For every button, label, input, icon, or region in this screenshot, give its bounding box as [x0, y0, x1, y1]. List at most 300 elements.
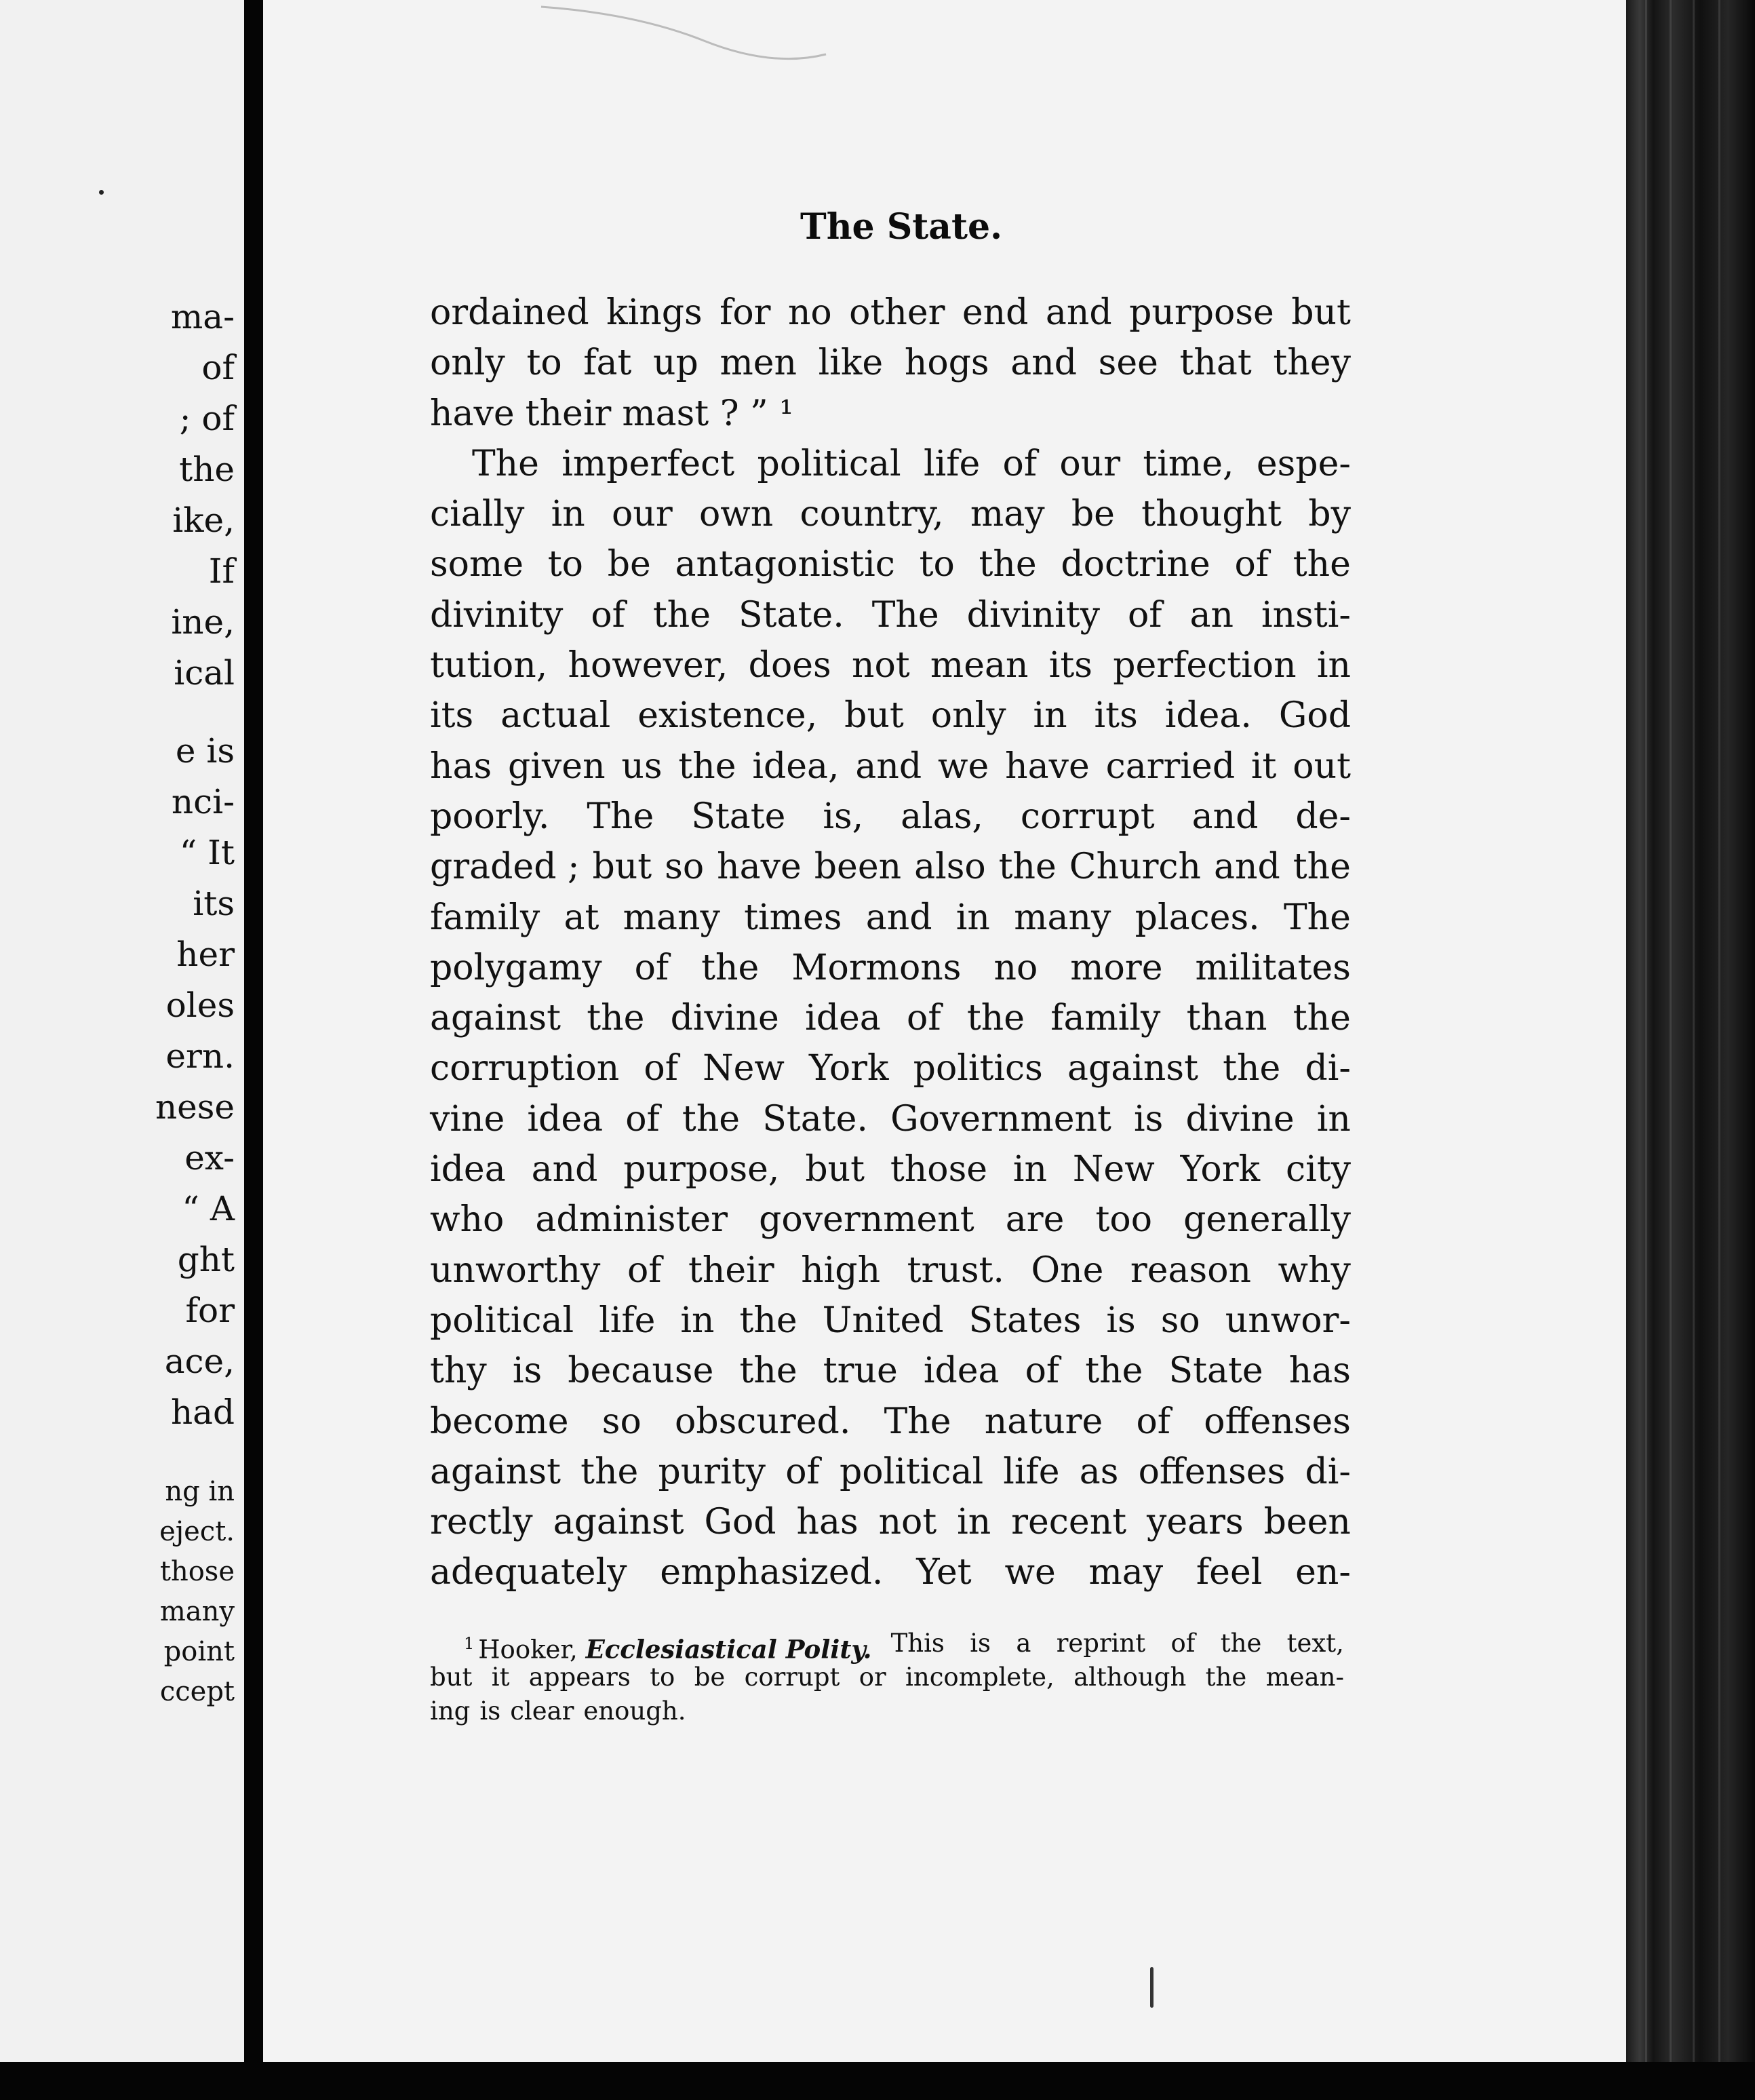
text-line	[430, 1547, 1351, 1597]
word: idea,	[752, 745, 840, 787]
word: mean	[930, 645, 1029, 686]
word: against	[430, 1451, 561, 1492]
text-line	[430, 590, 1351, 640]
word: of	[785, 1451, 820, 1492]
word: offenses	[1138, 1451, 1286, 1492]
word: in	[680, 1300, 715, 1341]
left-page-note-fragment: point	[163, 1636, 235, 1667]
left-page-fragment: ine,	[171, 602, 235, 642]
word: is	[1134, 1098, 1164, 1140]
text-line	[430, 1043, 1351, 1093]
footnote-line	[430, 1660, 1344, 1694]
word: no	[993, 947, 1038, 988]
word: alas,	[901, 796, 983, 837]
left-page-fragment: ern.	[165, 1036, 235, 1076]
text-line	[430, 943, 1351, 993]
left-facing-page	[0, 0, 244, 2100]
left-page-fragment: ical	[174, 653, 235, 693]
word: God	[704, 1502, 776, 1543]
word: divinity	[430, 594, 564, 636]
text-line	[430, 1094, 1351, 1144]
footnote-line	[430, 1627, 1344, 1665]
word: corruption	[430, 1048, 620, 1089]
text-line	[430, 288, 1351, 338]
word: no	[787, 292, 832, 333]
word: of	[1025, 1350, 1060, 1392]
word: so	[602, 1401, 642, 1442]
footnote-word: but	[430, 1662, 473, 1692]
page-header	[800, 200, 1621, 254]
word: mast ? ” ¹	[622, 393, 794, 434]
word: idea.	[1164, 695, 1252, 737]
footnote-word: clear	[510, 1696, 574, 1726]
left-page-fragment: ace,	[164, 1342, 235, 1381]
word: antagonistic	[675, 544, 895, 585]
word: reason	[1130, 1249, 1252, 1291]
word: tution,	[430, 645, 548, 686]
word: been	[814, 847, 902, 888]
word: have	[1005, 745, 1090, 787]
word: obscured.	[675, 1401, 851, 1442]
word: some	[430, 544, 524, 585]
left-page-fragment: her	[176, 935, 235, 974]
text-line	[430, 741, 1351, 792]
word: adequately	[430, 1552, 627, 1593]
word: nature	[984, 1401, 1103, 1442]
word: State.	[738, 594, 844, 636]
text-line	[430, 1296, 1351, 1346]
footnote-word: the	[1220, 1629, 1262, 1658]
left-page-fragment: of	[201, 348, 235, 387]
word: high	[801, 1249, 881, 1291]
word: purpose	[1129, 292, 1274, 333]
word: in	[955, 897, 990, 938]
word: has	[1288, 1350, 1351, 1392]
word: thy	[430, 1350, 487, 1392]
word: idea	[923, 1350, 1000, 1392]
word: di-	[1305, 1451, 1351, 1492]
word: purity	[658, 1451, 766, 1492]
footnote-word: the	[1205, 1662, 1247, 1692]
word: see	[1098, 343, 1158, 384]
text-line	[430, 1194, 1351, 1245]
word: does	[748, 645, 831, 686]
word: of	[1002, 443, 1038, 484]
left-page-note-fragment: ng in	[165, 1476, 235, 1507]
word: the	[739, 1300, 797, 1341]
word: de-	[1295, 796, 1351, 837]
word: rectly	[430, 1502, 533, 1543]
footnote-word: text,	[1286, 1629, 1344, 1658]
word: as	[1079, 1451, 1119, 1492]
word: administer	[535, 1199, 728, 1241]
left-page-fragment: for	[185, 1291, 235, 1330]
text-line	[430, 1397, 1351, 1447]
page-curl-line	[534, 0, 833, 61]
word: and	[1010, 343, 1078, 384]
word: government	[759, 1199, 974, 1241]
word: in	[1316, 645, 1351, 686]
book-page-edges	[1626, 0, 1755, 2100]
word: trust.	[907, 1249, 1004, 1291]
word: out	[1293, 745, 1351, 787]
word: against	[430, 998, 561, 1039]
word: years	[1146, 1502, 1244, 1543]
text-line	[430, 691, 1351, 741]
word: other	[849, 292, 945, 333]
word: our	[1059, 443, 1121, 484]
word: emphasized.	[660, 1552, 884, 1593]
word: city	[1285, 1149, 1351, 1190]
word: too	[1095, 1199, 1153, 1241]
word: The	[587, 796, 654, 837]
word: political	[430, 1300, 574, 1341]
word: of	[625, 1098, 660, 1140]
word: The	[871, 594, 939, 636]
word: vine	[430, 1098, 505, 1140]
word: for	[719, 292, 771, 333]
word: we	[938, 745, 989, 787]
word: divine	[1185, 1098, 1295, 1140]
left-page-fragment: had	[170, 1393, 235, 1432]
left-page-fragment: nci-	[171, 782, 235, 821]
left-page-fragment: If	[208, 551, 235, 591]
word: its	[1048, 645, 1092, 686]
footnote-word: it	[491, 1662, 510, 1692]
footnote-word: is	[479, 1696, 501, 1726]
word: of	[907, 998, 941, 1039]
word: however,	[568, 645, 728, 686]
text-line	[430, 389, 1351, 439]
word: the	[682, 1098, 741, 1140]
word: The	[472, 443, 539, 484]
word: doctrine	[1061, 544, 1210, 585]
word: State	[691, 796, 786, 837]
word: its	[1094, 695, 1138, 737]
word: imperfect	[561, 443, 735, 484]
word: espe-	[1256, 443, 1351, 484]
word: not	[851, 645, 910, 686]
word: of	[1136, 1401, 1171, 1442]
word: has	[430, 745, 492, 787]
word: Yet	[916, 1552, 972, 1593]
word: the	[587, 998, 645, 1039]
left-page-fragment: ma-	[170, 297, 235, 336]
word: militates	[1195, 947, 1351, 988]
left-page-fragment: ex-	[184, 1138, 235, 1178]
word: the	[701, 947, 760, 988]
word: its	[430, 695, 474, 737]
word: many	[1014, 897, 1111, 938]
footnote-word: although	[1073, 1662, 1187, 1692]
word: family	[1050, 998, 1161, 1039]
word: offenses	[1204, 1401, 1351, 1442]
word: life	[599, 1300, 656, 1341]
footnote-marker: 1	[464, 1634, 475, 1653]
word: against	[1067, 1048, 1198, 1089]
footnote-word: mean-	[1265, 1662, 1344, 1692]
ink-smudge	[1150, 1967, 1153, 2008]
word: idea	[430, 1149, 506, 1190]
word: end	[962, 292, 1029, 333]
word: those	[890, 1149, 988, 1190]
word: United	[822, 1300, 944, 1341]
text-line	[430, 338, 1351, 388]
word: and	[1191, 796, 1259, 837]
text-line	[430, 439, 1351, 489]
word: given	[508, 745, 606, 787]
word: only	[930, 695, 1006, 737]
left-page-speck	[99, 190, 104, 195]
word: in	[1316, 1098, 1351, 1140]
word: in	[1033, 695, 1067, 737]
left-page-note-fragment: eject.	[159, 1516, 235, 1547]
footnote-word: corrupt	[744, 1662, 840, 1692]
left-page-fragment: the	[179, 450, 235, 489]
word: and	[1214, 847, 1280, 888]
word: us	[621, 745, 663, 787]
word: to	[547, 544, 583, 585]
word: Mormons	[791, 947, 962, 988]
text-line	[430, 1245, 1351, 1296]
left-page-fragment: ike,	[172, 501, 235, 540]
word: been	[1263, 1502, 1351, 1543]
footnote-word: This	[890, 1629, 945, 1658]
word: politics	[913, 1048, 1043, 1089]
word: men	[719, 343, 797, 384]
left-page-fragment: “ A	[182, 1189, 235, 1228]
text-line	[430, 792, 1351, 842]
word: their	[525, 393, 612, 434]
word: our	[612, 494, 673, 535]
word: true	[823, 1350, 898, 1392]
word: idea	[805, 998, 881, 1039]
word: divine	[670, 998, 779, 1039]
word: en-	[1295, 1552, 1351, 1593]
word: the	[652, 594, 711, 636]
word: feel	[1196, 1552, 1263, 1593]
word: One	[1031, 1249, 1104, 1291]
word: political	[757, 443, 901, 484]
word: corrupt	[1020, 796, 1155, 837]
word: but	[1291, 292, 1351, 333]
word: recent	[1011, 1502, 1127, 1543]
word: not	[878, 1502, 937, 1543]
footnote-word: incomplete,	[905, 1662, 1054, 1692]
word: kings	[606, 292, 703, 333]
left-page-fragment: “ It	[179, 833, 235, 872]
footnote-word: appears	[528, 1662, 631, 1692]
word: times	[744, 897, 842, 938]
word: by	[1308, 494, 1351, 535]
word: has	[796, 1502, 859, 1543]
word: ordained	[430, 292, 589, 333]
word: polygamy	[430, 947, 602, 988]
word: but	[844, 695, 904, 737]
word: are	[1005, 1199, 1065, 1241]
word: hogs	[904, 343, 989, 384]
word: of	[634, 947, 669, 988]
word: New	[1072, 1149, 1155, 1190]
word: who	[430, 1199, 505, 1241]
word: have	[430, 393, 515, 434]
word: existence,	[637, 695, 818, 737]
footnote-author: Hooker,	[478, 1635, 578, 1665]
word: it	[1250, 745, 1277, 787]
footnotes	[430, 1627, 1344, 1728]
word: but	[592, 847, 652, 888]
word: so	[1160, 1300, 1200, 1341]
body-text	[430, 288, 1351, 1598]
text-line	[430, 1447, 1351, 1497]
word: the	[580, 1451, 639, 1492]
word: and	[855, 745, 922, 787]
word: generally	[1183, 1199, 1351, 1241]
text-line	[430, 1346, 1351, 1396]
word: but	[805, 1149, 865, 1190]
word: The	[884, 1401, 951, 1442]
left-page-fragment: its	[193, 884, 235, 923]
word: an	[1189, 594, 1234, 636]
left-page-footnote-fragments	[159, 1472, 235, 1712]
word: they	[1273, 343, 1351, 384]
text-line	[430, 993, 1351, 1043]
text-line	[430, 539, 1351, 589]
text-line	[430, 1144, 1351, 1194]
word: of	[1234, 544, 1269, 585]
left-page-note-fragment: ccept	[159, 1676, 235, 1707]
word: carried	[1105, 745, 1236, 787]
word: idea	[527, 1098, 604, 1140]
word: divinity	[966, 594, 1100, 636]
word: many	[623, 897, 720, 938]
word: of	[1127, 594, 1162, 636]
word: of	[591, 594, 625, 636]
word: the	[1085, 1350, 1143, 1392]
word: cially	[430, 494, 525, 535]
footnote-word: to	[650, 1662, 675, 1692]
word: Government	[890, 1098, 1111, 1140]
word: to	[526, 343, 562, 384]
word: only	[430, 343, 505, 384]
word: York	[809, 1048, 889, 1089]
word: and	[865, 897, 932, 938]
word: be	[1071, 494, 1115, 535]
word: The	[1283, 897, 1351, 938]
word: to	[919, 544, 955, 585]
word: than	[1186, 998, 1267, 1039]
footnote-word: be	[694, 1662, 726, 1692]
left-page-note-fragment: many	[159, 1596, 235, 1627]
word: so	[665, 847, 705, 888]
word: places.	[1135, 897, 1260, 938]
word: against	[553, 1502, 684, 1543]
word: the	[739, 1350, 797, 1392]
word: Church	[1069, 847, 1202, 888]
word: unwor-	[1225, 1300, 1351, 1341]
footnote-word: of	[1170, 1629, 1196, 1658]
word: the	[1293, 544, 1351, 585]
word: thought	[1141, 494, 1282, 535]
footnote-word: ing	[430, 1696, 471, 1726]
word: because	[568, 1350, 714, 1392]
word: own	[698, 494, 774, 535]
word: up	[653, 343, 698, 384]
word: in	[957, 1502, 991, 1543]
scan-bottom-border	[0, 2062, 1755, 2100]
word: the	[1293, 998, 1351, 1039]
word: State.	[762, 1098, 868, 1140]
word: may	[970, 494, 1045, 535]
word: that	[1179, 343, 1252, 384]
left-page-fragment: oles	[165, 986, 235, 1025]
word: is,	[823, 796, 864, 837]
footnote-line	[430, 1694, 1344, 1728]
word: poorly.	[430, 796, 550, 837]
main-page	[263, 0, 1626, 2100]
word: graded ;	[430, 847, 580, 888]
left-page-fragment: nese	[155, 1087, 235, 1127]
word: is	[1106, 1300, 1136, 1341]
word: also	[914, 847, 986, 888]
left-page-text-fragments	[155, 292, 235, 1438]
word: of	[644, 1048, 678, 1089]
word: country,	[800, 494, 944, 535]
running-title: The State.	[800, 206, 1003, 248]
word: the	[678, 745, 736, 787]
word: life	[1003, 1451, 1060, 1492]
word: perfection	[1113, 645, 1297, 686]
word: State	[1168, 1350, 1263, 1392]
word: at	[564, 897, 599, 938]
footnote-word: is	[970, 1629, 991, 1658]
word: fat	[583, 343, 632, 384]
word: actual	[500, 695, 611, 737]
word: have	[717, 847, 802, 888]
left-page-fragment: ght	[177, 1240, 235, 1279]
left-page-fragment: ; of	[179, 399, 235, 438]
word: the	[1223, 1048, 1281, 1089]
footnote-work-title: Ecclesiastical Polity.	[585, 1634, 872, 1665]
word: York	[1180, 1149, 1261, 1190]
word: and	[531, 1149, 598, 1190]
word: the	[979, 544, 1037, 585]
word: is	[512, 1350, 543, 1392]
left-page-fragment: e is	[175, 731, 235, 771]
word: di-	[1305, 1048, 1351, 1089]
word: become	[430, 1401, 569, 1442]
word: and	[1045, 292, 1112, 333]
word: the	[966, 998, 1025, 1039]
word: like	[818, 343, 884, 384]
word: be	[607, 544, 651, 585]
text-line	[430, 489, 1351, 539]
word: unworthy	[430, 1249, 601, 1291]
word: why	[1278, 1249, 1351, 1291]
word: more	[1070, 947, 1163, 988]
left-page-note-fragment: those	[159, 1556, 235, 1587]
footnote-word: reprint	[1056, 1629, 1146, 1658]
word: in	[1012, 1149, 1048, 1190]
word: New	[703, 1048, 785, 1089]
word: the	[998, 847, 1057, 888]
footnote-word: a	[1016, 1629, 1031, 1658]
word: purpose,	[623, 1149, 780, 1190]
word: the	[1293, 847, 1351, 888]
word: of	[627, 1249, 662, 1291]
word: life	[923, 443, 981, 484]
word: family	[430, 897, 540, 938]
